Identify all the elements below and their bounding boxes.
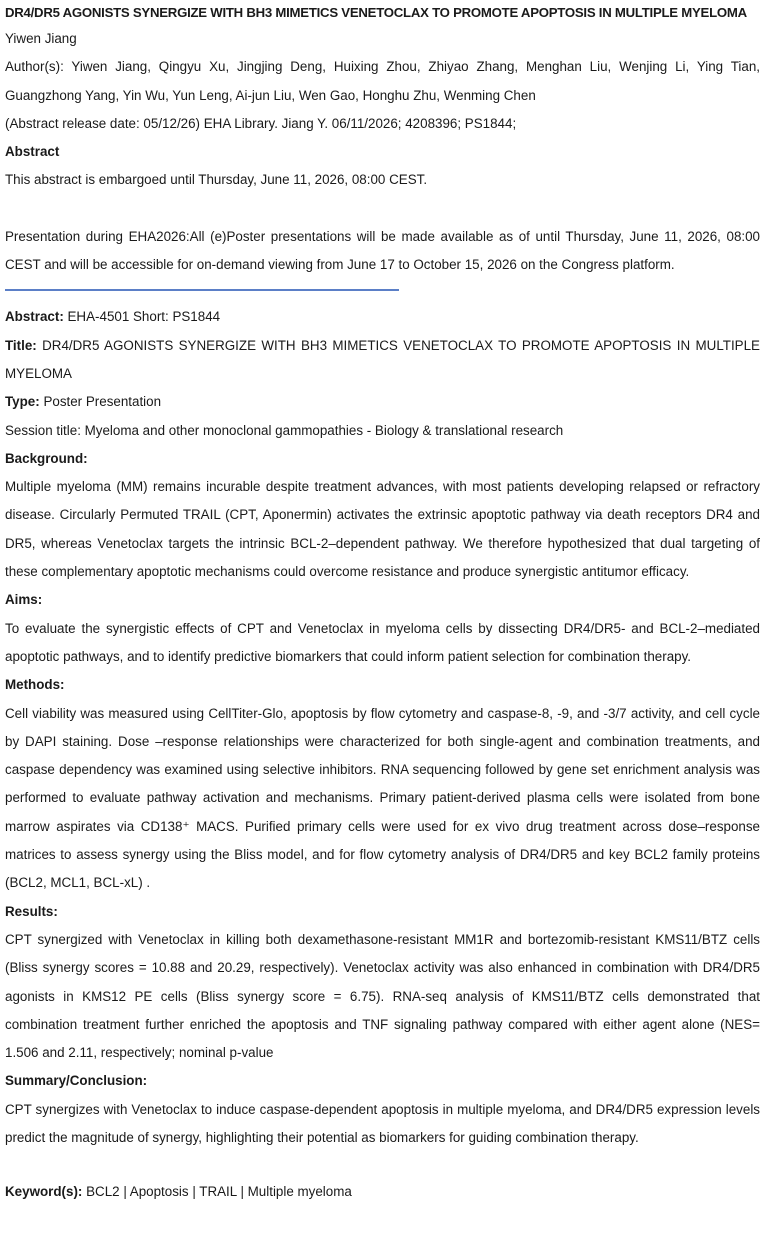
background-text: Multiple myeloma (MM) remains incurable despite treatment advances, with most patients developing relapsed or refractory disease. Circularly Permuted TRAIL (CPT, Aponermin) activates the extrinsic apoptotic pathway via death receptors DR4 and DR5, whereas Venetoclax targets the intrinsic BCL-2–dependent pathway. We therefore hypothesized that dual targeting of these complementary apoptotic mechanisms could overcome resistance and produce synergistic antitumor efficacy. <box>5 479 760 580</box>
results-heading: Results: <box>5 903 58 919</box>
abstract-title: DR4/DR5 AGONISTS SYNERGIZE WITH BH3 MIMETICS VENETOCLAX TO PROMOTE APOPTOSIS IN MULTIPLE MYELOMA <box>5 5 747 20</box>
summary-text: CPT synergizes with Venetoclax to induce caspase-dependent apoptosis in multiple myeloma, and DR4/DR5 expression levels predict the magnitude of synergy, highlighting their potential as biomarkers for guiding combination therapy. <box>5 1101 760 1145</box>
type-label: Type: <box>5 394 40 410</box>
methods-text: Cell viability was measured using CellTiter-Glo, apoptosis by flow cytometry and caspase-8, -9, and -3/7 activity, and cell cycle by DAPI staining. Dose –response relationships were characterized for both single-agent and combination treatments, and caspase dependency was examined using selective inhibitors. RNA sequencing followed by gene set enrichment analysis was performed to evaluate pathway activation and mechanisms. Primary patient-derived plasma cells were isolated from bone marrow aspirates via CD138⁺ MACS. Purified primary cells were used for ex vivo drug treatment across dose–response matrices to assess synergy using the Bliss model, and for flow cytometry analysis of DR4/DR5 and key BCL2 family proteins (BCL2, MCL1, BCL-xL) . <box>5 705 760 891</box>
presenter-name: Yiwen Jiang <box>5 31 77 46</box>
release-info: (Abstract release date: 05/12/26) EHA Library. Jiang Y. 06/11/2026; 4208396; PS1844; <box>5 115 517 131</box>
authors-value: Yiwen Jiang, Qingyu Xu, Jingjing Deng, Huixing Zhou, Zhiyao Zhang, Menghan Liu, Wenjing Li, Ying Tian, Guangzhong Yang, Yin Wu, Yun Leng, Ai-jun Liu, Wen Gao, Honghu Zhu, Wenming Chen <box>5 59 760 103</box>
keywords-row <box>5 1178 760 1206</box>
section-divider <box>5 289 399 291</box>
type-row <box>5 388 760 416</box>
title-row <box>5 332 760 389</box>
summary-heading: Summary/Conclusion: <box>5 1073 148 1089</box>
abstract-page <box>5 0 760 1207</box>
title-value: DR4/DR5 AGONISTS SYNERGIZE WITH BH3 MIMETICS VENETOCLAX TO PROMOTE APOPTOSIS IN MULTIPLE MYELOMA <box>5 337 760 381</box>
author-list <box>5 53 760 110</box>
abstract-heading: Abstract <box>5 144 60 160</box>
abstract-id-label: Abstract: <box>5 309 64 325</box>
methods-heading: Methods: <box>5 677 65 693</box>
keywords-value: BCL2 | Apoptosis | TRAIL | Multiple myeloma <box>82 1184 352 1200</box>
background-heading: Background: <box>5 450 88 466</box>
type-value: Poster Presentation <box>39 394 162 410</box>
spacer <box>5 1152 760 1178</box>
spacer <box>5 195 760 223</box>
presentation-notice: Presentation during EHA2026:All (e)Poster presentations will be made available as of until Thursday, June 11, 2026, 08:00 CEST and will be accessible for on-demand viewing from June 17 to October 15, 2026 on the Congress platform. <box>5 228 760 273</box>
results-text: CPT synergized with Venetoclax in killing both dexamethasone-resistant MM1R and bortezomib-resistant KMS11/BTZ cells (Bliss synergy scores = 10.88 and 20.29, respectively). Venetoclax activity was also enhanced in combination with DR4/DR5 agonists in KMS12 PE cells (Bliss synergy score = 6.75). RNA-seq analysis of KMS11/BTZ cells demonstrated that combination treatment further enriched the apoptosis and TNF signaling pathway compared with either agent alone (NES= 1.506 and 2.11, respectively; nominal p-value <box>5 931 760 1061</box>
embargo-notice: This abstract is embargoed until Thursday, June 11, 2026, 08:00 CEST. <box>5 172 428 188</box>
aims-text: To evaluate the synergistic effects of CPT and Venetoclax in myeloma cells by dissecting DR4/DR5- and BCL-2–mediated apoptotic pathways, and to identify predictive biomarkers that could inform patient selection for combination therapy. <box>5 620 760 664</box>
abstract-id-value: EHA-4501 Short: PS1844 <box>63 309 221 325</box>
abstract-id <box>5 303 760 331</box>
keywords-label: Keyword(s): <box>5 1184 83 1200</box>
authors-label: Author(s): <box>5 59 64 75</box>
aims-heading: Aims: <box>5 592 43 608</box>
title-label: Title: <box>5 337 37 353</box>
session-title: Session title: Myeloma and other monoclonal gammopathies - Biology & translational research <box>5 422 564 438</box>
